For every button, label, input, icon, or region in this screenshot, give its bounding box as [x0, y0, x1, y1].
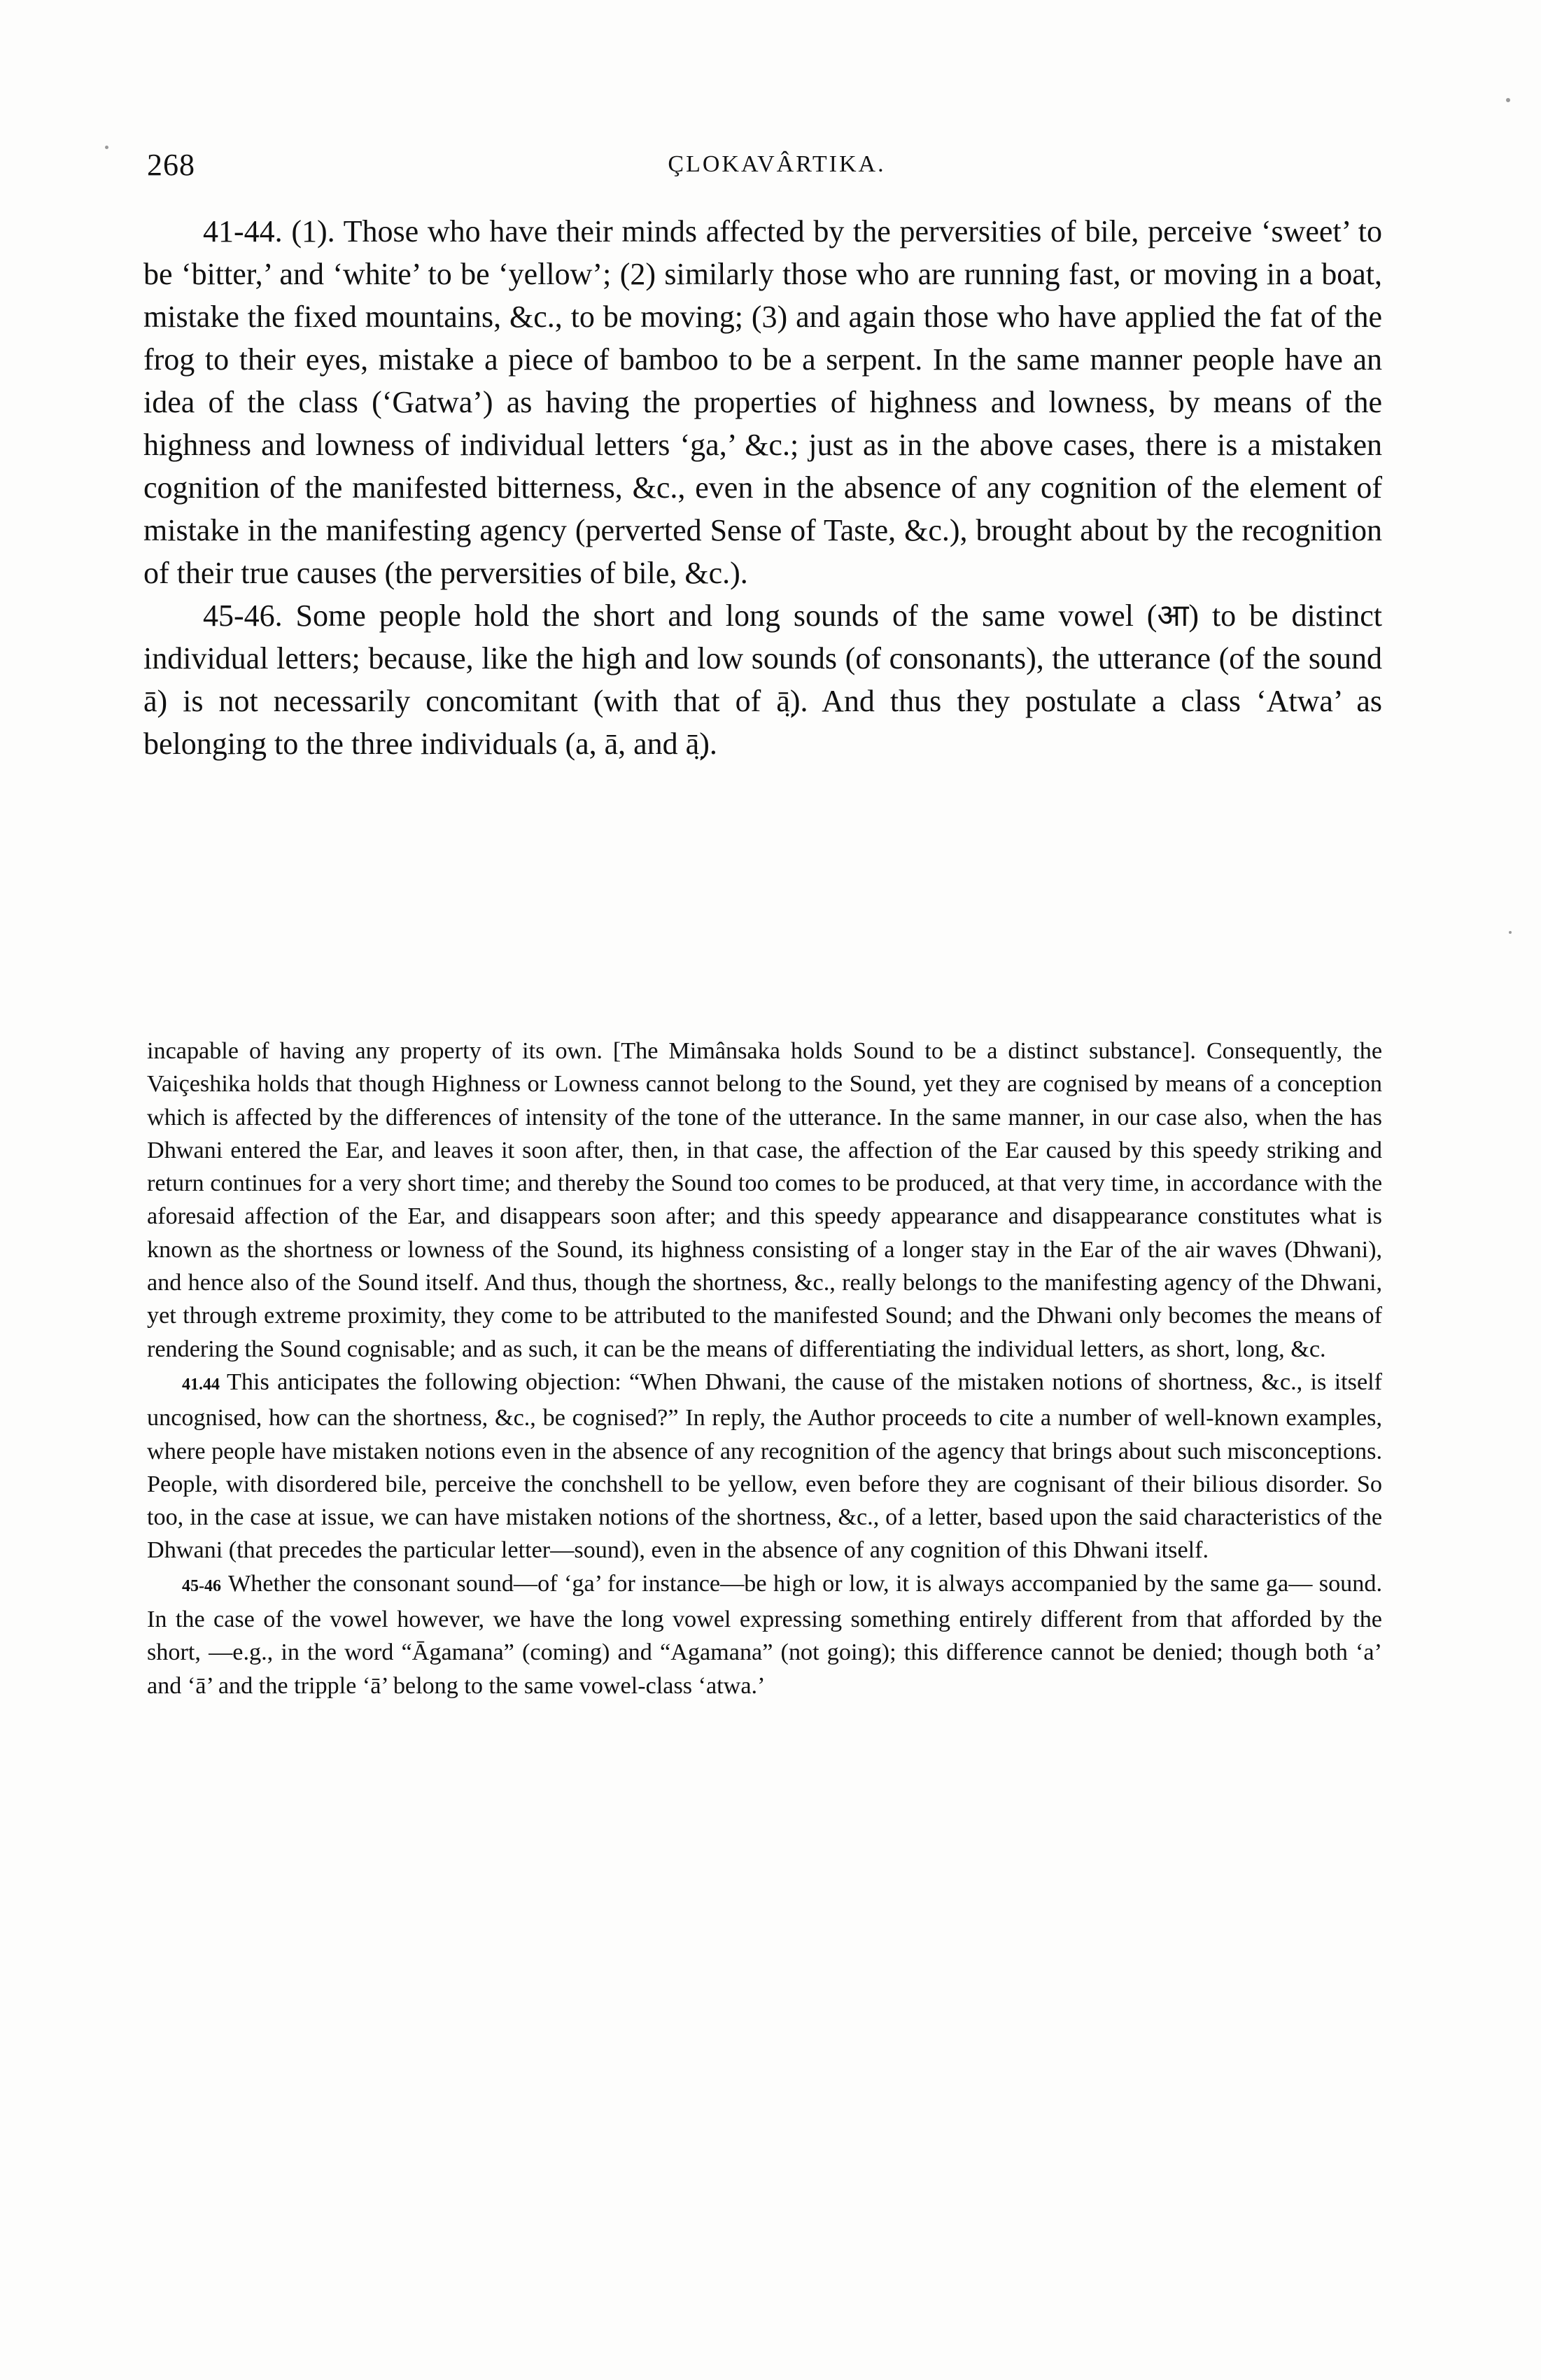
scan-speck: [105, 146, 108, 149]
scan-speck: [1509, 931, 1512, 934]
footnote-45-46: [147, 1567, 1382, 1702]
footnotes: [147, 1035, 1382, 1702]
footnote-text-41-44: This anticipates the following objection: “When Dhwani, the cause of the mistaken notions of shortness, &c., is itself uncognised, how can the shortness, &c., be cognised?” In reply, the Author proceeds to cite a number of well-known examples, where people have mistaken notions even in the absence of any recognition of the agency that brings about such misconceptions. People, with disordered bile, perceive the conchshell to be yellow, even before they are cognisant of their bilious disorder. So too, in the case at issue, we can have mistaken notions of the shortness, &c., of a letter, based upon the said characteristics of the Dhwani (that precedes the particular letter—sound), even in the absence of any cognition of this Dhwani itself.: [147, 1368, 1382, 1564]
scan-speck: [1506, 98, 1510, 102]
footnote-continuation: incapable of having any property of its own. [The Mimânsaka holds Sound to be a distinct substance]. Consequently, the Vaiçeshika holds that though Highness or Lowness cannot belong to the Sound, yet they are cognised by means of a conception which is affected by the differences of intensity of the tone of the utterance. In the same manner, in our case also, when the has Dhwani entered the Ear, and leaves it soon after, then, in that case, the affection of the Ear caused by this speedy striking and return continues for a very short time; and thereby the Sound too comes to be produced, at that very time, in accordance with the aforesaid affection of the Ear, and disappears soon after; and this speedy appearance and disappearance constitutes what is known as the shortness or lowness of the Sound, its highness consisting of a longer stay in the Ear of the air waves (Dhwani), and hence also of the Sound itself. And thus, though the shortness, &c., really belongs to the manifesting agency of the Dhwani, yet through extreme proximity, they come to be attributed to the manifested Sound; and the Dhwani only becomes the means of rendering the Sound cognisable; and as such, it can be the means of differentiating the individual letters, as short, long, &c.: [147, 1038, 1382, 1362]
verse-paragraph-45-46: 45-46. Some people hold the short and long sounds of the same vowel (आ) to be distinct individual letters; because, like the high and low sounds (of consonants), the utterance (of the sound ā) is not necessarily concomitant (with that of ā̤). And thus they postulate a class ‘Atwa’ as belonging to the three individuals (a, ā, and ā̤).: [143, 598, 1382, 761]
main-text: [143, 210, 1382, 765]
footnote-label-45-46: 45-46: [182, 1576, 221, 1595]
footnote-label-41-44: 41.44: [182, 1375, 220, 1394]
footnote-41-44: [147, 1366, 1382, 1567]
page-number: 268: [147, 148, 195, 182]
running-title: ÇLOKAVÂRTIKA.: [668, 151, 886, 177]
page-header: [147, 147, 1407, 189]
footnote-text-45-46: Whether the consonant sound—of ‘ga’ for instance—be high or low, it is always accompanied by the same ga— sound. In the case of the vowel however, we have the long vowel expressing something entirely different from that afforded by the short, —e.g., in the word “Āgamana” (coming) and “Agamana” (not going); this difference cannot be denied; though both ‘a’ and ‘ā’ and the tripple ‘ā’ belong to the same vowel-class ‘atwa.’: [147, 1570, 1382, 1699]
verse-paragraph-41-44: 41-44. (1). Those who have their minds affected by the perversities of bile, perceive ‘sweet’ to be ‘bitter,’ and ‘white’ to be ‘yellow’; (2) similarly those who are running fast, or moving in a boat, mistake the fixed mountains, &c., to be moving; (3) and again those who have applied the fat of the frog to their eyes, mistake a piece of bamboo to be a serpent. In the same manner people have an idea of the class (‘Gatwa’) as having the properties of highness and lowness, by means of the highness and lowness of individual letters ‘ga,’ &c.; just as in the above cases, there is a mistaken cognition of the manifested bitterness, &c., even in the absence of any cognition of the element of mistake in the manifesting agency (perverted Sense of Taste, &c.), brought about by the recognition of their true causes (the perversities of bile, &c.).: [143, 214, 1382, 590]
